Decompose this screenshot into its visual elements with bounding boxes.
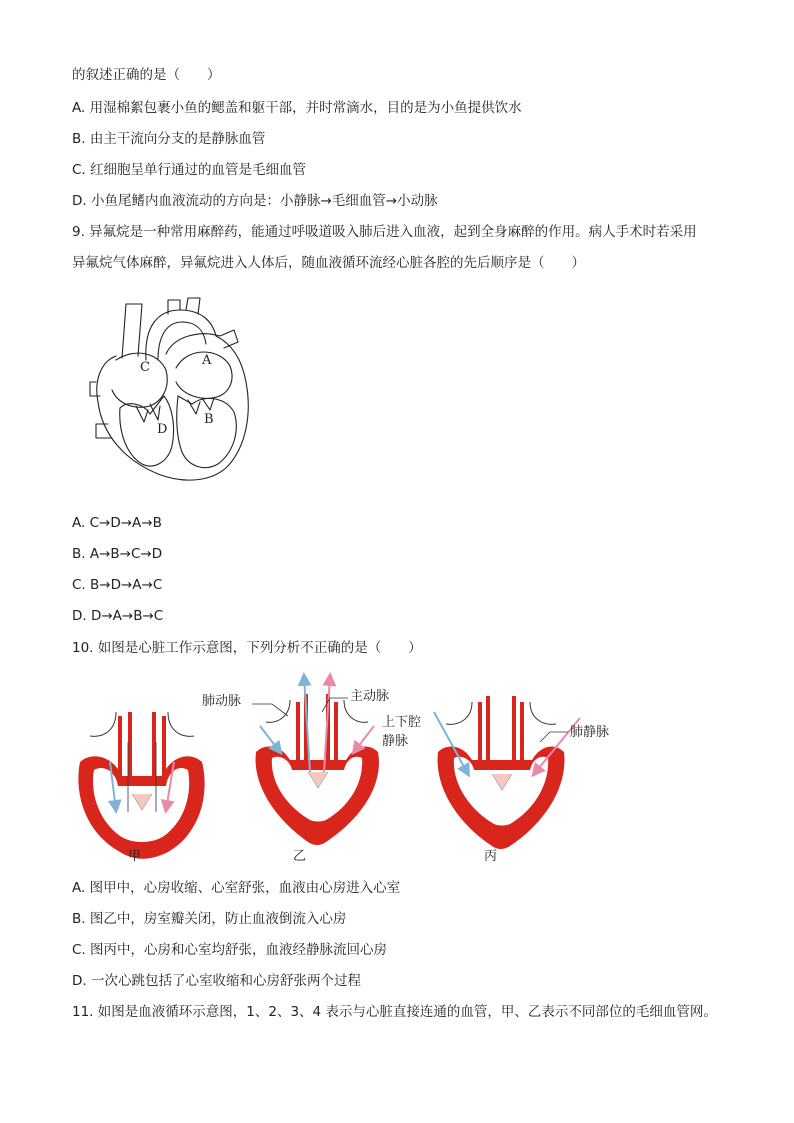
label-jia: 甲: [128, 849, 142, 864]
chamber-label-b: B: [204, 412, 214, 427]
q10-option-d[interactable]: D. 一次心跳包括了心室收缩和心房舒张两个过程: [72, 973, 361, 989]
label-vena-cava-1: 上下腔: [382, 715, 422, 730]
heart-working-diagram: [70, 672, 630, 868]
label-yi: 乙: [293, 849, 307, 864]
q8-option-c[interactable]: C. 红细胞呈单行通过的血管是毛细血管: [72, 162, 307, 178]
chamber-label-c: C: [140, 360, 150, 375]
q8-option-a[interactable]: A. 用湿棉絮包裹小鱼的鳃盖和躯干部，并时常滴水，目的是为小鱼提供饮水: [72, 100, 522, 116]
chamber-label-a: A: [202, 353, 212, 368]
q9-stem-line1: 9. 异氟烷是一种常用麻醉药，能通过呼吸道吸入肺后进入血液，起到全身麻醉的作用。病人手术时若采用: [72, 224, 697, 240]
label-vena-cava-2: 静脉: [382, 734, 409, 749]
label-bing: 丙: [484, 849, 498, 864]
q8-option-b[interactable]: B. 由主干流向分支的是静脉血管: [72, 131, 266, 147]
q11-stem: 11. 如图是血液循环示意图，1、2、3、4 表示与心脏直接连通的血管，甲、乙表示不同部位的毛细血管网。: [72, 1004, 717, 1020]
q10-stem: 10. 如图是心脏工作示意图，下列分析不正确的是（ ）: [72, 640, 422, 656]
label-pulmonary-vein: 肺静脉: [570, 725, 610, 740]
label-aorta: 主动脉: [350, 689, 390, 704]
q9-option-d[interactable]: D. D→A→B→C: [72, 608, 164, 624]
q8-stem-tail: 的叙述正确的是（ ）: [72, 67, 221, 83]
heart-jia: [78, 712, 204, 859]
chamber-label-d: D: [157, 422, 168, 437]
q10-option-c[interactable]: C. 图丙中，心房和心室均舒张，血液经静脉流回心房: [72, 942, 388, 958]
label-pulmonary-artery: 肺动脉: [202, 694, 242, 709]
heart-bing: [434, 696, 580, 849]
q9-option-b[interactable]: B. A→B→C→D: [72, 546, 163, 562]
q9-option-c[interactable]: C. B→D→A→C: [72, 577, 163, 593]
q10-option-a[interactable]: A. 图甲中，心房收缩、心室舒张，血液由心房进入心室: [72, 880, 401, 896]
q10-option-b[interactable]: B. 图乙中，房室瓣关闭，防止血液倒流入心房: [72, 911, 347, 927]
heart-line-diagram: [88, 296, 258, 488]
q9-stem-line2: 异氟烷气体麻醉，异氟烷进入人体后，随血液循环流经心脏各腔的先后顺序是（ ）: [72, 255, 585, 271]
q8-option-d[interactable]: D. 小鱼尾鳍内血液流动的方向是：小静脉→毛细血管→小动脉: [72, 193, 438, 209]
q9-option-a[interactable]: A. C→D→A→B: [72, 515, 162, 531]
